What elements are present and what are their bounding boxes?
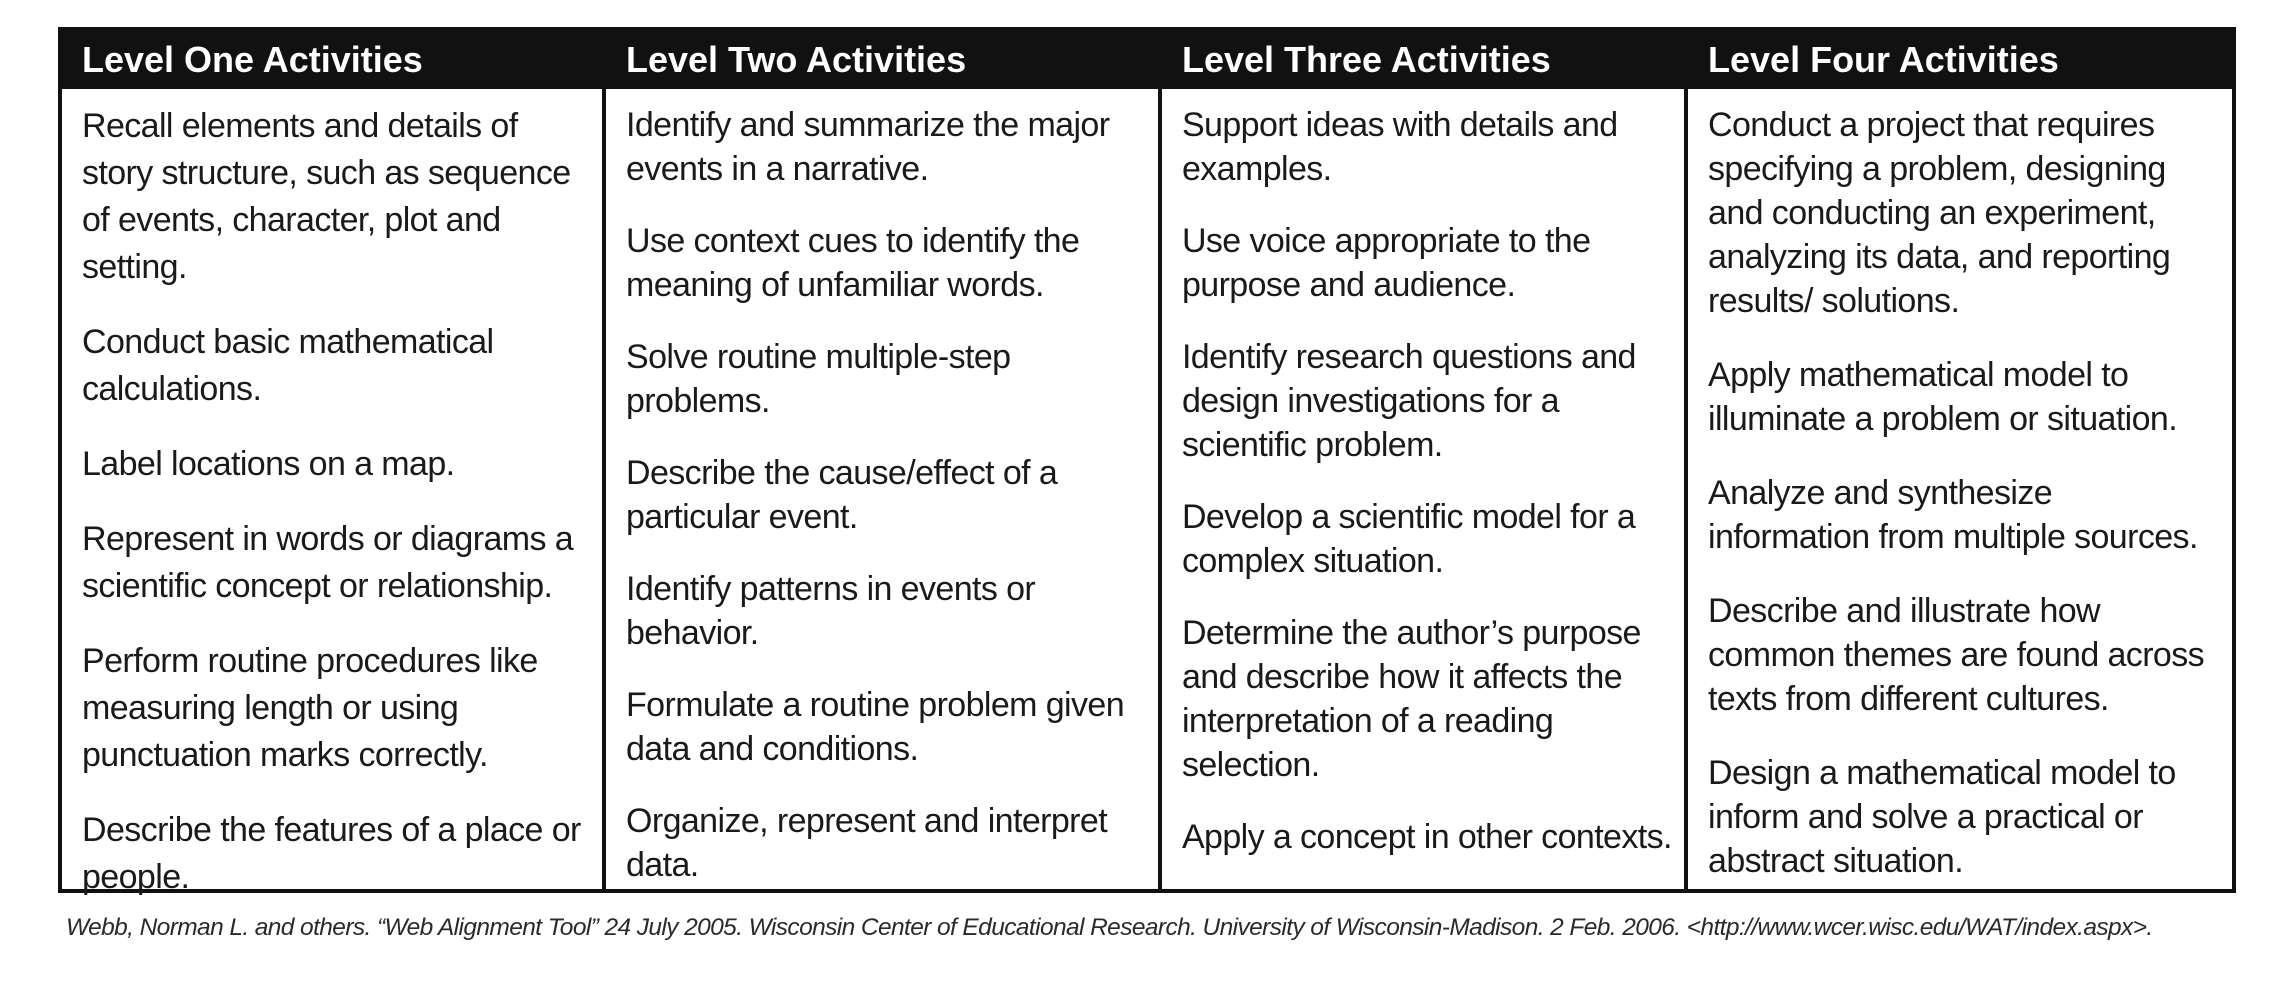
activity-item: Label locations on a map.: [82, 445, 455, 483]
activity-item: Identify and summarize the major events in a narrative.: [626, 106, 1110, 188]
activity-item: Describe the features of a place or people.: [82, 811, 581, 896]
activity-item: Organize, represent and interpret data.: [626, 802, 1108, 884]
activity-item: Develop a scientific model for a complex situation.: [1181, 498, 1636, 580]
activity-item: Support ideas with details and examples.: [1181, 106, 1618, 188]
column-header-level-one: Level One Activities: [62, 31, 602, 89]
column-level-one: [62, 31, 602, 896]
activity-item: Use voice appropriate to the purpose and audience.: [1181, 222, 1591, 304]
activity-item: Formulate a routine problem given data and conditions.: [626, 686, 1125, 768]
column-header-level-three: Level Three Activities: [1162, 31, 1684, 89]
column-level-three: [1158, 31, 1684, 889]
column-header-level-two: Level Two Activities: [606, 31, 1158, 89]
column-body-level-three: [1162, 89, 1684, 889]
activity-item: Analyze and synthesize information from multiple sources.: [1708, 474, 2198, 556]
column-header-level-four: Level Four Activities: [1688, 31, 2232, 89]
activity-item: Recall elements and details of story structure, such as sequence of events, character, plot and setting.: [82, 107, 571, 286]
activity-item: Describe the cause/effect of a particular event.: [626, 454, 1058, 536]
activity-item: Apply mathematical model to illuminate a problem or situation.: [1708, 356, 2178, 438]
column-level-four: [1684, 31, 2232, 889]
activity-item: Conduct a project that requires specifying a problem, designing and conducting an experiment, analyzing its data, and reporting results/ solutions.: [1708, 106, 2171, 320]
activities-table: [58, 27, 2236, 896]
activity-item: Design a mathematical model to inform and solve a practical or abstract situation.: [1708, 754, 2176, 880]
column-body-level-one: [62, 89, 602, 929]
activity-item: Identify patterns in events or behavior.: [626, 570, 1036, 652]
activity-item: Conduct basic mathematical calculations.: [82, 323, 494, 408]
column-body-level-two: [606, 89, 1158, 915]
activity-item: Determine the author’s purpose and describe how it affects the interpretation of a reading selection.: [1181, 614, 1641, 784]
activity-item: Perform routine procedures like measuring length or using punctuation marks correctly.: [82, 642, 538, 774]
column-level-two: [602, 31, 1158, 889]
activity-item: Represent in words or diagrams a scientific concept or relationship.: [82, 520, 574, 605]
activity-item: Describe and illustrate how common themes are found across texts from different cultures.: [1708, 592, 2205, 718]
activity-item: Solve routine multiple-step problems.: [626, 338, 1011, 420]
activity-item: Apply a concept in other contexts.: [1181, 818, 1672, 856]
activity-item: Use context cues to identify the meaning of unfamiliar words.: [626, 222, 1080, 304]
source-citation: Webb, Norman L. and others. “Web Alignment Tool” 24 July 2005. Wisconsin Center of Educational Research. University of Wisconsin-Madison. 2 Feb. 2006. <http://www.wcer.wisc.edu/WAT/index.aspx>.: [66, 914, 2153, 941]
column-body-level-four: [1688, 89, 2232, 913]
activity-item: Identify research questions and design investigations for a scientific problem.: [1181, 338, 1636, 464]
